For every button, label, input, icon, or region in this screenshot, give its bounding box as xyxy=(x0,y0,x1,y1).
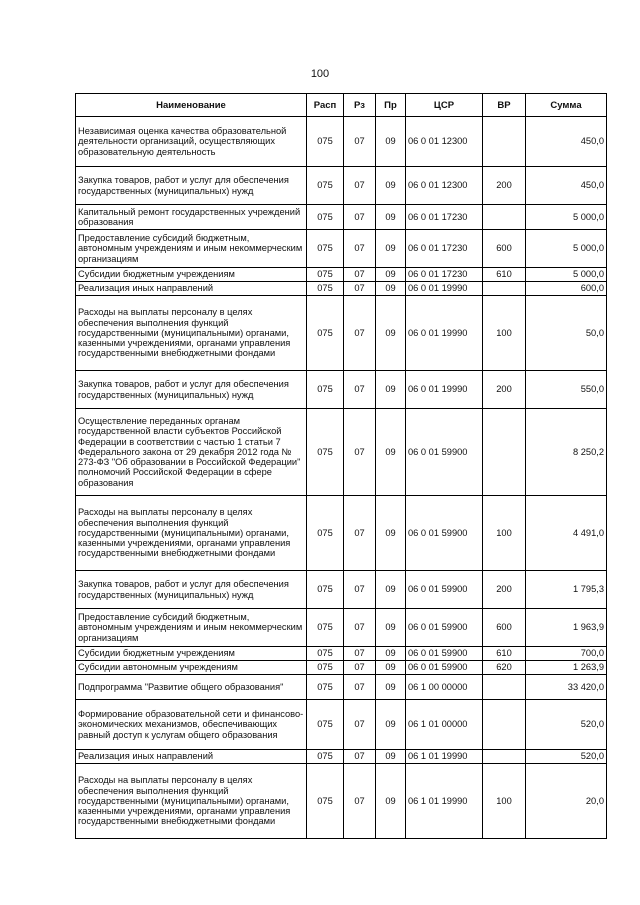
cell-rasp: 075 xyxy=(307,609,344,647)
cell-vr xyxy=(483,205,526,230)
cell-name: Реализация иных направлений xyxy=(76,282,307,296)
cell-rz: 07 xyxy=(344,661,376,675)
cell-vr xyxy=(483,117,526,167)
cell-name: Закупка товаров, работ и услуг для обеспечения государственных (муниципальных) нужд xyxy=(76,371,307,409)
cell-csr: 06 0 01 12300 xyxy=(406,117,483,167)
column-header-rz: Рз xyxy=(344,94,376,117)
cell-csr: 06 0 01 19990 xyxy=(406,371,483,409)
cell-sum: 520,0 xyxy=(526,750,607,764)
table-row xyxy=(76,764,607,839)
budget-table xyxy=(75,93,607,839)
cell-rasp: 075 xyxy=(307,409,344,496)
cell-pr: 09 xyxy=(376,371,406,409)
cell-rasp: 075 xyxy=(307,268,344,282)
cell-sum: 1 263,9 xyxy=(526,661,607,675)
cell-sum: 50,0 xyxy=(526,296,607,371)
cell-rasp: 075 xyxy=(307,764,344,839)
cell-rasp: 075 xyxy=(307,647,344,661)
cell-name: Капитальный ремонт государственных учреждений образования xyxy=(76,205,307,230)
cell-rz: 07 xyxy=(344,371,376,409)
table-row xyxy=(76,268,607,282)
cell-sum: 5 000,0 xyxy=(526,230,607,268)
table-row xyxy=(76,571,607,609)
cell-pr: 09 xyxy=(376,571,406,609)
table-row xyxy=(76,117,607,167)
cell-sum: 5 000,0 xyxy=(526,205,607,230)
cell-sum: 5 000,0 xyxy=(526,268,607,282)
cell-vr xyxy=(483,282,526,296)
cell-rz: 07 xyxy=(344,700,376,750)
cell-rasp: 075 xyxy=(307,675,344,700)
table-row xyxy=(76,371,607,409)
cell-rz: 07 xyxy=(344,282,376,296)
cell-csr: 06 0 01 59900 xyxy=(406,647,483,661)
cell-vr: 100 xyxy=(483,296,526,371)
cell-csr: 06 0 01 12300 xyxy=(406,167,483,205)
table-row xyxy=(76,282,607,296)
cell-rz: 07 xyxy=(344,609,376,647)
cell-pr: 09 xyxy=(376,282,406,296)
cell-vr: 610 xyxy=(483,647,526,661)
cell-csr: 06 0 01 59900 xyxy=(406,571,483,609)
cell-name: Расходы на выплаты персоналу в целях обеспечения выполнения функций государственными (муниципальными) органами, казенными учреждениями, органами управления государственными внебюджетными фондами xyxy=(76,764,307,839)
cell-rz: 07 xyxy=(344,675,376,700)
cell-rz: 07 xyxy=(344,205,376,230)
cell-rasp: 075 xyxy=(307,167,344,205)
cell-rasp: 075 xyxy=(307,205,344,230)
cell-sum: 20,0 xyxy=(526,764,607,839)
cell-sum: 520,0 xyxy=(526,700,607,750)
table-row xyxy=(76,205,607,230)
cell-pr: 09 xyxy=(376,296,406,371)
cell-vr: 620 xyxy=(483,661,526,675)
table-row xyxy=(76,750,607,764)
column-header-name: Наименование xyxy=(76,94,307,117)
cell-sum: 1 963,9 xyxy=(526,609,607,647)
table-body xyxy=(76,117,607,839)
cell-name: Осуществление переданных органам государственной власти субъектов Российской Федерации в соответствии с частью 1 статьи 7 Федерального закона от 29 декабря 2012 года № 273-ФЗ "Об образовании в Российской Федерации" полномочий Российской Федерации в сфере образования xyxy=(76,409,307,496)
cell-name: Закупка товаров, работ и услуг для обеспечения государственных (муниципальных) нужд xyxy=(76,571,307,609)
cell-name: Реализация иных направлений xyxy=(76,750,307,764)
cell-name: Субсидии бюджетным учреждениям xyxy=(76,268,307,282)
column-header-pr: Пр xyxy=(376,94,406,117)
cell-csr: 06 1 01 19990 xyxy=(406,764,483,839)
cell-pr: 09 xyxy=(376,496,406,571)
table-header-row xyxy=(76,94,607,117)
cell-csr: 06 1 00 00000 xyxy=(406,675,483,700)
cell-pr: 09 xyxy=(376,230,406,268)
cell-rz: 07 xyxy=(344,268,376,282)
cell-vr: 100 xyxy=(483,764,526,839)
cell-csr: 06 0 01 59900 xyxy=(406,661,483,675)
column-header-csr: ЦСР xyxy=(406,94,483,117)
cell-pr: 09 xyxy=(376,409,406,496)
cell-csr: 06 0 01 59900 xyxy=(406,609,483,647)
cell-rz: 07 xyxy=(344,296,376,371)
cell-csr: 06 0 01 19990 xyxy=(406,282,483,296)
cell-rz: 07 xyxy=(344,647,376,661)
table-row xyxy=(76,675,607,700)
cell-csr: 06 0 01 17230 xyxy=(406,268,483,282)
table-row xyxy=(76,647,607,661)
table-row xyxy=(76,296,607,371)
cell-rasp: 075 xyxy=(307,371,344,409)
cell-vr: 600 xyxy=(483,230,526,268)
cell-pr: 09 xyxy=(376,700,406,750)
cell-pr: 09 xyxy=(376,764,406,839)
cell-sum: 700,0 xyxy=(526,647,607,661)
table-row xyxy=(76,700,607,750)
cell-pr: 09 xyxy=(376,205,406,230)
cell-rasp: 075 xyxy=(307,700,344,750)
cell-rz: 07 xyxy=(344,167,376,205)
cell-rasp: 075 xyxy=(307,571,344,609)
cell-sum: 550,0 xyxy=(526,371,607,409)
cell-sum: 600,0 xyxy=(526,282,607,296)
table-row xyxy=(76,661,607,675)
cell-sum: 4 491,0 xyxy=(526,496,607,571)
table-row xyxy=(76,609,607,647)
table-row xyxy=(76,409,607,496)
table-row xyxy=(76,230,607,268)
cell-name: Подпрограмма "Развитие общего образования" xyxy=(76,675,307,700)
cell-rasp: 075 xyxy=(307,282,344,296)
cell-csr: 06 0 01 17230 xyxy=(406,205,483,230)
cell-csr: 06 0 01 59900 xyxy=(406,496,483,571)
cell-rz: 07 xyxy=(344,571,376,609)
cell-pr: 09 xyxy=(376,661,406,675)
cell-rasp: 075 xyxy=(307,661,344,675)
cell-sum: 450,0 xyxy=(526,167,607,205)
cell-csr: 06 1 01 19990 xyxy=(406,750,483,764)
cell-name: Субсидии бюджетным учреждениям xyxy=(76,647,307,661)
cell-name: Независимая оценка качества образовательной деятельности организаций, осуществляющих образовательную деятельность xyxy=(76,117,307,167)
page-number: 100 xyxy=(310,68,330,80)
cell-rasp: 075 xyxy=(307,296,344,371)
cell-pr: 09 xyxy=(376,750,406,764)
cell-csr: 06 0 01 17230 xyxy=(406,230,483,268)
table-row xyxy=(76,496,607,571)
cell-vr: 200 xyxy=(483,371,526,409)
column-header-rasp: Расп xyxy=(307,94,344,117)
cell-rasp: 075 xyxy=(307,496,344,571)
cell-name: Расходы на выплаты персоналу в целях обеспечения выполнения функций государственными (муниципальными) органами, казенными учреждениями, органами управления государственными внебюджетными фондами xyxy=(76,496,307,571)
cell-vr: 200 xyxy=(483,571,526,609)
cell-vr: 200 xyxy=(483,167,526,205)
cell-pr: 09 xyxy=(376,167,406,205)
cell-vr: 600 xyxy=(483,609,526,647)
cell-rasp: 075 xyxy=(307,750,344,764)
cell-vr xyxy=(483,409,526,496)
cell-name: Расходы на выплаты персоналу в целях обеспечения выполнения функций государственными (муниципальными) органами, казенными учреждениями, органами управления государственными внебюджетными фондами xyxy=(76,296,307,371)
cell-vr xyxy=(483,750,526,764)
cell-rz: 07 xyxy=(344,764,376,839)
column-header-sum: Сумма xyxy=(526,94,607,117)
cell-vr xyxy=(483,700,526,750)
cell-rz: 07 xyxy=(344,750,376,764)
cell-pr: 09 xyxy=(376,268,406,282)
cell-rz: 07 xyxy=(344,409,376,496)
cell-sum: 8 250,2 xyxy=(526,409,607,496)
cell-pr: 09 xyxy=(376,647,406,661)
cell-name: Предоставление субсидий бюджетным, автономным учреждениям и иным некоммерческим организациям xyxy=(76,609,307,647)
cell-rasp: 075 xyxy=(307,117,344,167)
cell-name: Предоставление субсидий бюджетным, автономным учреждениям и иным некоммерческим организациям xyxy=(76,230,307,268)
table-row xyxy=(76,167,607,205)
cell-sum: 1 795,3 xyxy=(526,571,607,609)
cell-pr: 09 xyxy=(376,675,406,700)
cell-pr: 09 xyxy=(376,117,406,167)
cell-vr: 610 xyxy=(483,268,526,282)
cell-name: Формирование образовательной сети и финансово-экономических механизмов, обеспечивающих равный доступ к услугам общего образования xyxy=(76,700,307,750)
cell-name: Закупка товаров, работ и услуг для обеспечения государственных (муниципальных) нужд xyxy=(76,167,307,205)
cell-sum: 33 420,0 xyxy=(526,675,607,700)
cell-csr: 06 1 01 00000 xyxy=(406,700,483,750)
column-header-vr: ВР xyxy=(483,94,526,117)
cell-name: Субсидии автономным учреждениям xyxy=(76,661,307,675)
cell-csr: 06 0 01 59900 xyxy=(406,409,483,496)
cell-rz: 07 xyxy=(344,117,376,167)
cell-sum: 450,0 xyxy=(526,117,607,167)
cell-vr xyxy=(483,675,526,700)
cell-rz: 07 xyxy=(344,496,376,571)
cell-pr: 09 xyxy=(376,609,406,647)
cell-rz: 07 xyxy=(344,230,376,268)
cell-rasp: 075 xyxy=(307,230,344,268)
cell-vr: 100 xyxy=(483,496,526,571)
cell-csr: 06 0 01 19990 xyxy=(406,296,483,371)
